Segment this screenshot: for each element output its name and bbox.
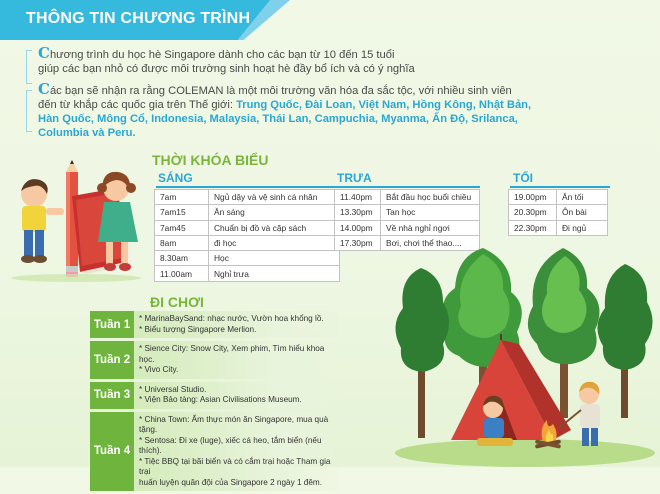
activity-line: * China Town: Ẩm thực món ăn Singapore, mua quà tặng. (139, 414, 329, 434)
schedule-row (155, 190, 340, 205)
schedule-activity: Ăn sáng (209, 205, 340, 220)
week-label: Tuần 4 (90, 412, 134, 492)
schedule-time: 13.30pm (335, 205, 381, 220)
schedule-activity: Chuẩn bị đồ và cặp sách (209, 220, 340, 235)
schedule-time: 8am (155, 235, 209, 250)
schedule-row (335, 205, 480, 220)
boy-icon (21, 179, 64, 263)
noon-label: TRƯA (337, 171, 372, 185)
schedule-time: 11.40pm (335, 190, 381, 205)
schedule-activity: Học (209, 251, 340, 266)
week-activities (134, 341, 338, 379)
intro-text-line: giúp các bạn nhỏ có được môi trường sinh hoạt hè đầy bổ ích và có ý nghĩa (38, 63, 415, 75)
schedule-row (509, 220, 608, 235)
schedule-activity: Nghỉ trưa (209, 266, 340, 281)
schedule-activity: Đi ngủ (557, 220, 608, 235)
page-title: THÔNG TIN CHƯƠNG TRÌNH (26, 10, 251, 27)
schedule-time: 17.30pm (335, 235, 381, 250)
schedule-row (335, 220, 480, 235)
kids-with-books-illustration (6, 158, 156, 283)
schedule-row (155, 251, 340, 266)
trips-table (90, 311, 338, 494)
week-label: Tuần 2 (90, 341, 134, 379)
trip-week-row (90, 412, 338, 492)
trip-week-row (90, 341, 338, 379)
drop-letter: C (38, 80, 50, 98)
schedule-row (155, 205, 340, 220)
country-list: Hàn Quốc, Mông Cổ, Indonesia, Malaysia, Thái Lan, Campuchia, Myanma, Ấn Độ, Srilanca, (38, 113, 518, 125)
trip-week-row (90, 382, 338, 409)
country-list: Trung Quốc, Đài Loan, Việt Nam, Hồng Kông, Nhật Bản, (236, 99, 532, 111)
activity-line: * Biểu tượng Singapore Merlion. (139, 324, 257, 334)
intro-text-line: đến từ khắp các quốc gia trên Thế giới: (38, 99, 237, 111)
schedule-title: THỜI KHÓA BIỂU (152, 152, 269, 168)
country-list: Columbia và Peru. (38, 127, 136, 139)
schedule-activity: Bơi, chơi thể thao.... (381, 235, 480, 250)
intro-text-line: hương trình du học hè Singapore dành cho các bạn từ 10 đến 15 tuổi (49, 49, 395, 61)
schedule-time: 7am45 (155, 220, 209, 235)
divider (156, 186, 338, 188)
divider (335, 186, 480, 188)
trip-week-row (90, 311, 338, 338)
activity-line: * Universal Studio. (139, 384, 207, 394)
activity-line: * Tiệc BBQ tại bãi biển và có cắm trại hoặc Tham gia trại (139, 456, 331, 476)
tree-icon (395, 268, 449, 438)
week-label: Tuần 3 (90, 382, 134, 409)
schedule-row (509, 205, 608, 220)
morning-label: SÁNG (158, 171, 193, 185)
intro-text (38, 46, 638, 146)
week-activities (134, 311, 338, 338)
schedule-activity: Bắt đầu học buổi chiều (381, 190, 480, 205)
intro-paragraph-1 (38, 46, 638, 76)
schedule-row (509, 190, 608, 205)
schedule-activity: đi học (209, 235, 340, 250)
activity-line: * Viện Bảo tàng: Asian Civilisations Museum. (139, 395, 302, 404)
week-activities (134, 412, 338, 492)
schedule-time: 7am15 (155, 205, 209, 220)
divider (510, 186, 610, 188)
trips-title: ĐI CHƠI (150, 294, 204, 310)
schedule-row (155, 235, 340, 250)
activity-line: * Sentosa: Đi xe (luge), xiếc cá heo, tắm biển (nếu thích). (139, 435, 322, 455)
intro-paragraph-2 (38, 82, 638, 140)
activity-line: huấn luyện quân đội của Singapore 2 ngày 1 đêm. (139, 477, 322, 487)
schedule-time: 22.30pm (509, 220, 557, 235)
activity-line: * Sience City: Snow City, Xem phim, Tìm hiểu khoa học. (139, 344, 325, 364)
noon-schedule-table (334, 189, 480, 251)
bracket-marker (26, 50, 32, 84)
schedule-time: 7am (155, 190, 209, 205)
schedule-row (155, 220, 340, 235)
schedule-time: 20.30pm (509, 205, 557, 220)
schedule-activity: Về nhà nghỉ ngơi (381, 220, 480, 235)
morning-schedule-table (154, 189, 340, 282)
schedule-row (155, 266, 340, 281)
schedule-activity: Ăn tối (557, 190, 608, 205)
camping-illustration (393, 248, 655, 467)
schedule-row (335, 190, 480, 205)
schedule-time: 14.00pm (335, 220, 381, 235)
bracket-marker (26, 90, 32, 132)
week-activities (134, 382, 338, 409)
schedule-activity: Tan học (381, 205, 480, 220)
evening-schedule-table (508, 189, 608, 236)
activity-line: * MarinaBaySand: nhạc nước, Vườn hoa khổng lồ. (139, 314, 324, 323)
tree-icon (597, 264, 652, 418)
week-label: Tuần 1 (90, 311, 134, 338)
activity-line: * Vivo City. (139, 365, 179, 374)
schedule-time: 11.00am (155, 266, 209, 281)
intro-text-line: ác bạn sẽ nhận ra rằng COLEMAN là một môi trường văn hóa đa sắc tộc, với nhiều sinh viên (49, 85, 512, 97)
schedule-activity: Ôn bài (557, 205, 608, 220)
schedule-activity: Ngủ dậy và vệ sinh cá nhân (209, 190, 340, 205)
drop-letter: C (38, 44, 50, 62)
schedule-time: 19.00pm (509, 190, 557, 205)
schedule-time: 8.30am (155, 251, 209, 266)
evening-label: TỐI (513, 171, 533, 185)
